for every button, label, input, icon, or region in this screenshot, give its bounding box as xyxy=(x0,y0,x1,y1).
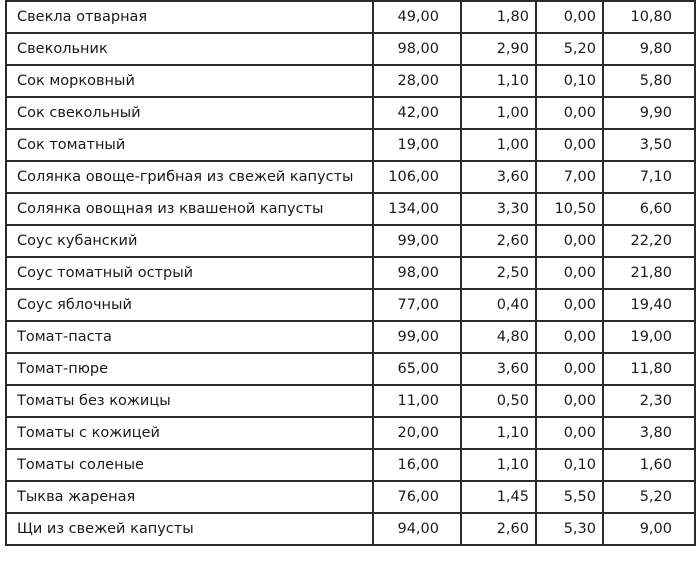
carbs-value: 9,80 xyxy=(603,33,695,65)
fat-value: 0,00 xyxy=(536,97,603,129)
food-name: Свекольник xyxy=(6,33,373,65)
food-name: Щи из свежей капусты xyxy=(6,513,373,545)
protein-value: 2,60 xyxy=(461,225,536,257)
table-row xyxy=(6,321,695,353)
carbs-value: 3,50 xyxy=(603,129,695,161)
food-name: Сок томатный xyxy=(6,129,373,161)
calories-value: 98,00 xyxy=(373,257,461,289)
carbs-value: 22,20 xyxy=(603,225,695,257)
calories-value: 99,00 xyxy=(373,321,461,353)
carbs-value: 9,00 xyxy=(603,513,695,545)
table-row xyxy=(6,449,695,481)
protein-value: 0,40 xyxy=(461,289,536,321)
food-name: Соус яблочный xyxy=(6,289,373,321)
fat-value: 5,20 xyxy=(536,33,603,65)
carbs-value: 1,60 xyxy=(603,449,695,481)
carbs-value: 9,90 xyxy=(603,97,695,129)
carbs-value: 11,80 xyxy=(603,353,695,385)
protein-value: 2,60 xyxy=(461,513,536,545)
protein-value: 1,00 xyxy=(461,129,536,161)
fat-value: 0,00 xyxy=(536,129,603,161)
food-name: Томаты без кожицы xyxy=(6,385,373,417)
protein-value: 2,50 xyxy=(461,257,536,289)
carbs-value: 7,10 xyxy=(603,161,695,193)
fat-value: 7,00 xyxy=(536,161,603,193)
fat-value: 10,50 xyxy=(536,193,603,225)
table-row xyxy=(6,225,695,257)
food-name: Солянка овоще-грибная из свежей капусты xyxy=(6,161,373,193)
carbs-value: 19,40 xyxy=(603,289,695,321)
table-row xyxy=(6,1,695,33)
calories-value: 76,00 xyxy=(373,481,461,513)
protein-value: 3,30 xyxy=(461,193,536,225)
carbs-value: 6,60 xyxy=(603,193,695,225)
fat-value: 0,00 xyxy=(536,1,603,33)
table-row xyxy=(6,65,695,97)
fat-value: 0,00 xyxy=(536,321,603,353)
table-row xyxy=(6,129,695,161)
carbs-value: 10,80 xyxy=(603,1,695,33)
protein-value: 2,90 xyxy=(461,33,536,65)
food-name: Солянка овощная из квашеной капусты xyxy=(6,193,373,225)
fat-value: 5,50 xyxy=(536,481,603,513)
carbs-value: 2,30 xyxy=(603,385,695,417)
calories-value: 20,00 xyxy=(373,417,461,449)
table-row xyxy=(6,257,695,289)
food-name: Соус томатный острый xyxy=(6,257,373,289)
food-name: Томаты с кожицей xyxy=(6,417,373,449)
calories-value: 98,00 xyxy=(373,33,461,65)
protein-value: 4,80 xyxy=(461,321,536,353)
nutrition-table-body xyxy=(6,1,695,545)
table-row xyxy=(6,385,695,417)
protein-value: 1,10 xyxy=(461,65,536,97)
food-name: Томат-паста xyxy=(6,321,373,353)
fat-value: 0,00 xyxy=(536,257,603,289)
protein-value: 1,10 xyxy=(461,417,536,449)
carbs-value: 5,20 xyxy=(603,481,695,513)
fat-value: 0,00 xyxy=(536,225,603,257)
carbs-value: 5,80 xyxy=(603,65,695,97)
calories-value: 65,00 xyxy=(373,353,461,385)
fat-value: 0,00 xyxy=(536,289,603,321)
protein-value: 1,00 xyxy=(461,97,536,129)
calories-value: 11,00 xyxy=(373,385,461,417)
fat-value: 0,00 xyxy=(536,353,603,385)
food-name: Тыква жареная xyxy=(6,481,373,513)
protein-value: 3,60 xyxy=(461,353,536,385)
calories-value: 106,00 xyxy=(373,161,461,193)
protein-value: 1,45 xyxy=(461,481,536,513)
table-row xyxy=(6,33,695,65)
protein-value: 1,80 xyxy=(461,1,536,33)
table-row xyxy=(6,161,695,193)
food-name: Томаты соленые xyxy=(6,449,373,481)
table-row xyxy=(6,97,695,129)
calories-value: 94,00 xyxy=(373,513,461,545)
food-name: Соус кубанский xyxy=(6,225,373,257)
fat-value: 0,10 xyxy=(536,65,603,97)
food-name: Томат-пюре xyxy=(6,353,373,385)
protein-value: 0,50 xyxy=(461,385,536,417)
table-row xyxy=(6,481,695,513)
calories-value: 16,00 xyxy=(373,449,461,481)
calories-value: 99,00 xyxy=(373,225,461,257)
protein-value: 1,10 xyxy=(461,449,536,481)
table-row xyxy=(6,417,695,449)
calories-value: 28,00 xyxy=(373,65,461,97)
fat-value: 5,30 xyxy=(536,513,603,545)
protein-value: 3,60 xyxy=(461,161,536,193)
calories-value: 42,00 xyxy=(373,97,461,129)
table-row xyxy=(6,193,695,225)
calories-value: 49,00 xyxy=(373,1,461,33)
calories-value: 77,00 xyxy=(373,289,461,321)
fat-value: 0,00 xyxy=(536,417,603,449)
calories-value: 134,00 xyxy=(373,193,461,225)
table-row xyxy=(6,353,695,385)
carbs-value: 21,80 xyxy=(603,257,695,289)
fat-value: 0,10 xyxy=(536,449,603,481)
fat-value: 0,00 xyxy=(536,385,603,417)
calories-value: 19,00 xyxy=(373,129,461,161)
food-name: Сок свекольный xyxy=(6,97,373,129)
carbs-value: 3,80 xyxy=(603,417,695,449)
table-row xyxy=(6,289,695,321)
food-name: Сок морковный xyxy=(6,65,373,97)
food-name: Свекла отварная xyxy=(6,1,373,33)
nutrition-table xyxy=(5,0,696,546)
carbs-value: 19,00 xyxy=(603,321,695,353)
table-row xyxy=(6,513,695,545)
